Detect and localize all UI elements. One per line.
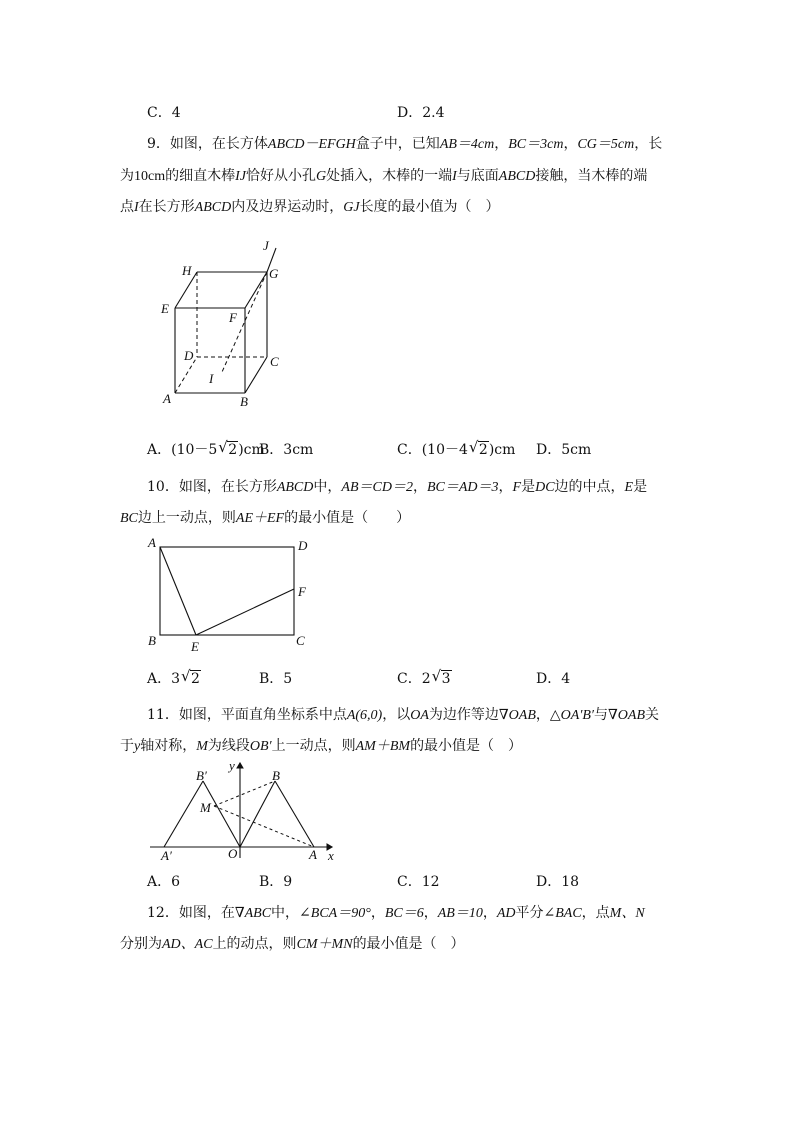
label-b: B [272,768,280,783]
label-f: F [298,584,306,599]
segment-ba [275,781,314,847]
q9-line-3: 点I在长方形ABCD内及边界运动时，GJ长度的最小值为（ ） [120,199,500,215]
q10-option-a: A．3 √ 2 [147,667,200,687]
label-b: B [240,394,248,409]
q12-line-1: 12．如图，在∇ABC中，∠BCA＝90°，BC＝6，AB＝10，AD平分∠BAC，点M、N [147,905,645,921]
label-m: M [200,800,211,815]
q10-option-d: D．4 [536,671,571,687]
label-e: E [191,639,199,654]
label-y: y [229,758,235,773]
label-h: H [182,263,192,278]
label-f: F [229,310,237,325]
q11-line-1: 11．如图，平面直角坐标系中点A(6,0)，以OA为边作等边∇OAB，△OA′B′与∇OAB关 [147,707,659,723]
q10-option-c: C．2 √ 3 [397,667,451,687]
label-a: A [148,535,156,550]
label-a: A [309,847,317,862]
label-a-prime: A′ [161,848,172,863]
q9-option-a: A．(10－5 √ 2)cm [147,438,265,458]
q9-option-d: D．5cm [536,442,592,458]
label-c: C [270,354,279,369]
label-c: C [296,633,305,648]
segment-ap-bp [164,781,203,847]
label-e: E [161,301,169,316]
q11-option-c: C．12 [397,874,440,890]
q9-option-b: B．3cm [259,442,314,458]
label-i: I [209,371,214,386]
q8-option-d: D．2.4 [397,105,445,121]
q8-option-c: C．4 [147,105,181,121]
q10-line-2: BC边上一动点，则AE＋EF的最小值是（ ） [120,510,411,526]
label-a: A [163,391,171,406]
q10-line-1: 10．如图，在长方形ABCD中，AB＝CD＝2，BC＝AD＝3，F是DC边的中点，E是 [147,479,648,495]
q11-line-2: 于y轴对称，M为线段OB′上一动点，则AM＋BM的最小值是（ ） [120,738,523,754]
label-d: D [298,538,308,553]
q9-option-c: C．(10－4 √ 2)cm [397,438,516,458]
q11-option-d: D．18 [536,874,580,890]
q12-line-2: 分别为AD、AC上的动点，则CM＋MN的最小值是（ ） [120,936,465,952]
label-j: J [263,238,269,253]
dashed-mb [214,781,275,806]
label-o: O [228,846,238,861]
label-b-prime: B′ [196,768,207,783]
q9-line-2: 为10cm的细直木棒IJ恰好从小孔G处插入，木棒的一端I与底面ABCD接触，当木棒的端 [120,168,648,184]
q11-option-b: B．9 [259,874,293,890]
q10-option-b: B．5 [259,671,293,687]
label-b: B [148,633,156,648]
label-d: D [184,348,194,363]
label-x: x [328,848,334,863]
q9-line-1: 9．如图，在长方体ABCD－EFGH盒子中，已知AB＝4cm，BC＝3cm，CG＝5cm，长 [147,136,663,152]
label-g: G [269,266,279,281]
segment-ob [240,781,275,847]
q11-option-a: A．6 [147,874,181,890]
